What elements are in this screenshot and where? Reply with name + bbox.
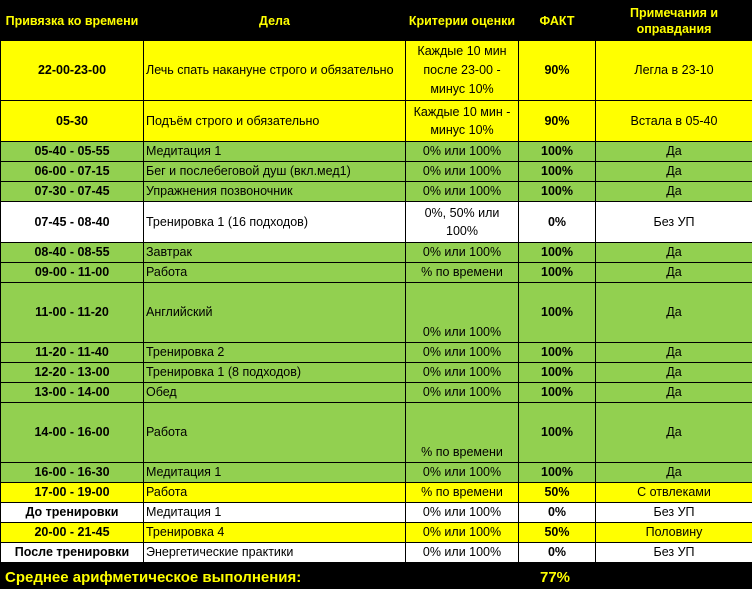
table-row <box>1 101 752 142</box>
time-cell[interactable]: 16-00 - 16-30 <box>1 463 144 483</box>
note-cell[interactable]: С отвлеками <box>596 483 752 503</box>
fact-cell[interactable]: 100% <box>519 403 596 463</box>
note-cell[interactable]: Да <box>596 363 752 383</box>
time-cell[interactable]: До тренировки <box>1 503 144 523</box>
summary-label[interactable]: Среднее арифметическое выполнения: <box>5 569 302 586</box>
criteria-cell[interactable]: % по времени <box>406 263 519 283</box>
note-cell[interactable]: Да <box>596 463 752 483</box>
criteria-cell[interactable]: 0%, 50% или 100% <box>406 202 519 243</box>
note-cell[interactable]: Да <box>596 142 752 162</box>
time-cell[interactable]: 14-00 - 16-00 <box>1 403 144 463</box>
header-fact[interactable]: ФАКТ <box>519 1 596 41</box>
criteria-cell[interactable]: 0% или 100% <box>406 343 519 363</box>
table-row <box>1 363 752 383</box>
header-row <box>1 1 752 41</box>
header-notes[interactable]: Примечания и оправдания <box>596 1 752 41</box>
time-cell[interactable]: 08-40 - 08-55 <box>1 243 144 263</box>
note-cell[interactable]: Да <box>596 162 752 182</box>
table-row <box>1 523 752 543</box>
time-cell[interactable]: 09-00 - 11-00 <box>1 263 144 283</box>
note-cell[interactable]: Да <box>596 283 752 343</box>
task-cell[interactable]: Работа <box>144 483 406 503</box>
fact-cell[interactable]: 100% <box>519 243 596 263</box>
table-row <box>1 162 752 182</box>
fact-cell[interactable]: 100% <box>519 463 596 483</box>
task-cell[interactable]: Тренировка 2 <box>144 343 406 363</box>
task-cell[interactable]: Упражнения позвоночник <box>144 182 406 202</box>
header-task[interactable]: Дела <box>144 1 406 41</box>
time-cell[interactable]: 12-20 - 13-00 <box>1 363 144 383</box>
fact-cell[interactable]: 100% <box>519 343 596 363</box>
task-cell[interactable]: Подъём строго и обязательно <box>144 101 406 142</box>
criteria-cell[interactable]: 0% или 100% <box>406 363 519 383</box>
summary-value[interactable]: 77% <box>540 569 571 586</box>
note-cell[interactable]: Без УП <box>596 202 752 243</box>
table-row <box>1 263 752 283</box>
fact-cell[interactable]: 100% <box>519 283 596 343</box>
criteria-cell[interactable]: 0% или 100% <box>406 243 519 263</box>
time-cell[interactable]: 06-00 - 07-15 <box>1 162 144 182</box>
header-criteria[interactable]: Критерии оценки <box>406 1 519 41</box>
table-row <box>1 383 752 403</box>
task-cell[interactable]: Тренировка 4 <box>144 523 406 543</box>
criteria-cell[interactable]: Каждые 10 мин - минус 10% <box>406 101 519 142</box>
task-cell[interactable]: Медитация 1 <box>144 503 406 523</box>
table-row <box>1 182 752 202</box>
task-cell[interactable]: Бег и послебеговой душ (вкл.мед1) <box>144 162 406 182</box>
note-cell[interactable]: Без УП <box>596 503 752 523</box>
note-cell[interactable]: Без УП <box>596 543 752 563</box>
time-cell[interactable]: 13-00 - 14-00 <box>1 383 144 403</box>
table-row <box>1 483 752 503</box>
criteria-cell[interactable]: Каждые 10 мин после 23-00 - минус 10% <box>406 41 519 101</box>
time-cell[interactable]: 17-00 - 19-00 <box>1 483 144 503</box>
note-cell[interactable]: Да <box>596 343 752 363</box>
task-cell[interactable]: Обед <box>144 383 406 403</box>
table-row <box>1 283 752 343</box>
note-cell[interactable]: Да <box>596 243 752 263</box>
time-cell[interactable]: 20-00 - 21-45 <box>1 523 144 543</box>
time-cell[interactable]: 11-20 - 11-40 <box>1 343 144 363</box>
note-cell[interactable]: Да <box>596 182 752 202</box>
criteria-cell[interactable]: 0% или 100% <box>406 142 519 162</box>
criteria-cell[interactable]: 0% или 100% <box>406 543 519 563</box>
task-cell[interactable]: Английский <box>144 283 406 343</box>
note-cell[interactable]: Половину <box>596 523 752 543</box>
note-cell[interactable]: Встала в 05-40 <box>596 101 752 142</box>
table-row <box>1 343 752 363</box>
note-cell[interactable]: Легла в 23-10 <box>596 41 752 101</box>
note-cell[interactable]: Да <box>596 403 752 463</box>
time-cell[interactable]: 22-00-23-00 <box>1 41 144 101</box>
fact-cell[interactable]: 50% <box>519 483 596 503</box>
fact-cell[interactable]: 0% <box>519 503 596 523</box>
table-row <box>1 41 752 101</box>
task-cell[interactable]: Медитация 1 <box>144 142 406 162</box>
criteria-cell[interactable]: 0% или 100% <box>406 162 519 182</box>
time-cell[interactable]: После тренировки <box>1 543 144 563</box>
time-cell[interactable]: 05-30 <box>1 101 144 142</box>
criteria-cell[interactable]: 0% или 100% <box>406 182 519 202</box>
criteria-cell[interactable]: 0% или 100% <box>406 523 519 543</box>
criteria-cell[interactable]: 0% или 100% <box>406 383 519 403</box>
fact-cell[interactable]: 100% <box>519 263 596 283</box>
fact-cell[interactable]: 0% <box>519 543 596 563</box>
table-row <box>1 202 752 243</box>
criteria-cell[interactable]: 0% или 100% <box>406 503 519 523</box>
table-row <box>1 503 752 523</box>
fact-cell[interactable]: 90% <box>519 41 596 101</box>
table-row <box>1 243 752 263</box>
table-row <box>1 463 752 483</box>
task-cell[interactable]: Лечь спать накануне строго и обязательно <box>144 41 406 101</box>
time-cell[interactable]: 07-30 - 07-45 <box>1 182 144 202</box>
task-cell[interactable]: Медитация 1 <box>144 463 406 483</box>
table-row <box>1 403 752 463</box>
task-cell[interactable]: Тренировка 1 (16 подходов) <box>144 202 406 243</box>
fact-cell[interactable]: 100% <box>519 363 596 383</box>
time-cell[interactable]: 05-40 - 05-55 <box>1 142 144 162</box>
fact-cell[interactable]: 50% <box>519 523 596 543</box>
task-cell[interactable]: Тренировка 1 (8 подходов) <box>144 363 406 383</box>
table-row <box>1 142 752 162</box>
task-cell[interactable]: Работа <box>144 403 406 463</box>
criteria-cell[interactable]: 0% или 100% <box>406 283 519 343</box>
fact-cell[interactable]: 90% <box>519 101 596 142</box>
task-cell[interactable]: Энергетические практики <box>144 543 406 563</box>
fact-cell[interactable]: 100% <box>519 182 596 202</box>
task-cell[interactable]: Работа <box>144 263 406 283</box>
note-cell[interactable]: Да <box>596 263 752 283</box>
note-cell[interactable]: Да <box>596 383 752 403</box>
time-cell[interactable]: 07-45 - 08-40 <box>1 202 144 243</box>
fact-cell[interactable]: 100% <box>519 142 596 162</box>
task-cell[interactable]: Завтрак <box>144 243 406 263</box>
criteria-cell[interactable]: % по времени <box>406 403 519 463</box>
fact-cell[interactable]: 0% <box>519 202 596 243</box>
fact-cell[interactable]: 100% <box>519 162 596 182</box>
criteria-cell[interactable]: 0% или 100% <box>406 463 519 483</box>
summary-row <box>0 567 752 589</box>
table-row <box>1 543 752 563</box>
fact-cell[interactable]: 100% <box>519 383 596 403</box>
time-cell[interactable]: 11-00 - 11-20 <box>1 283 144 343</box>
header-time[interactable]: Привязка ко времени <box>1 1 144 41</box>
criteria-cell[interactable]: % по времени <box>406 483 519 503</box>
